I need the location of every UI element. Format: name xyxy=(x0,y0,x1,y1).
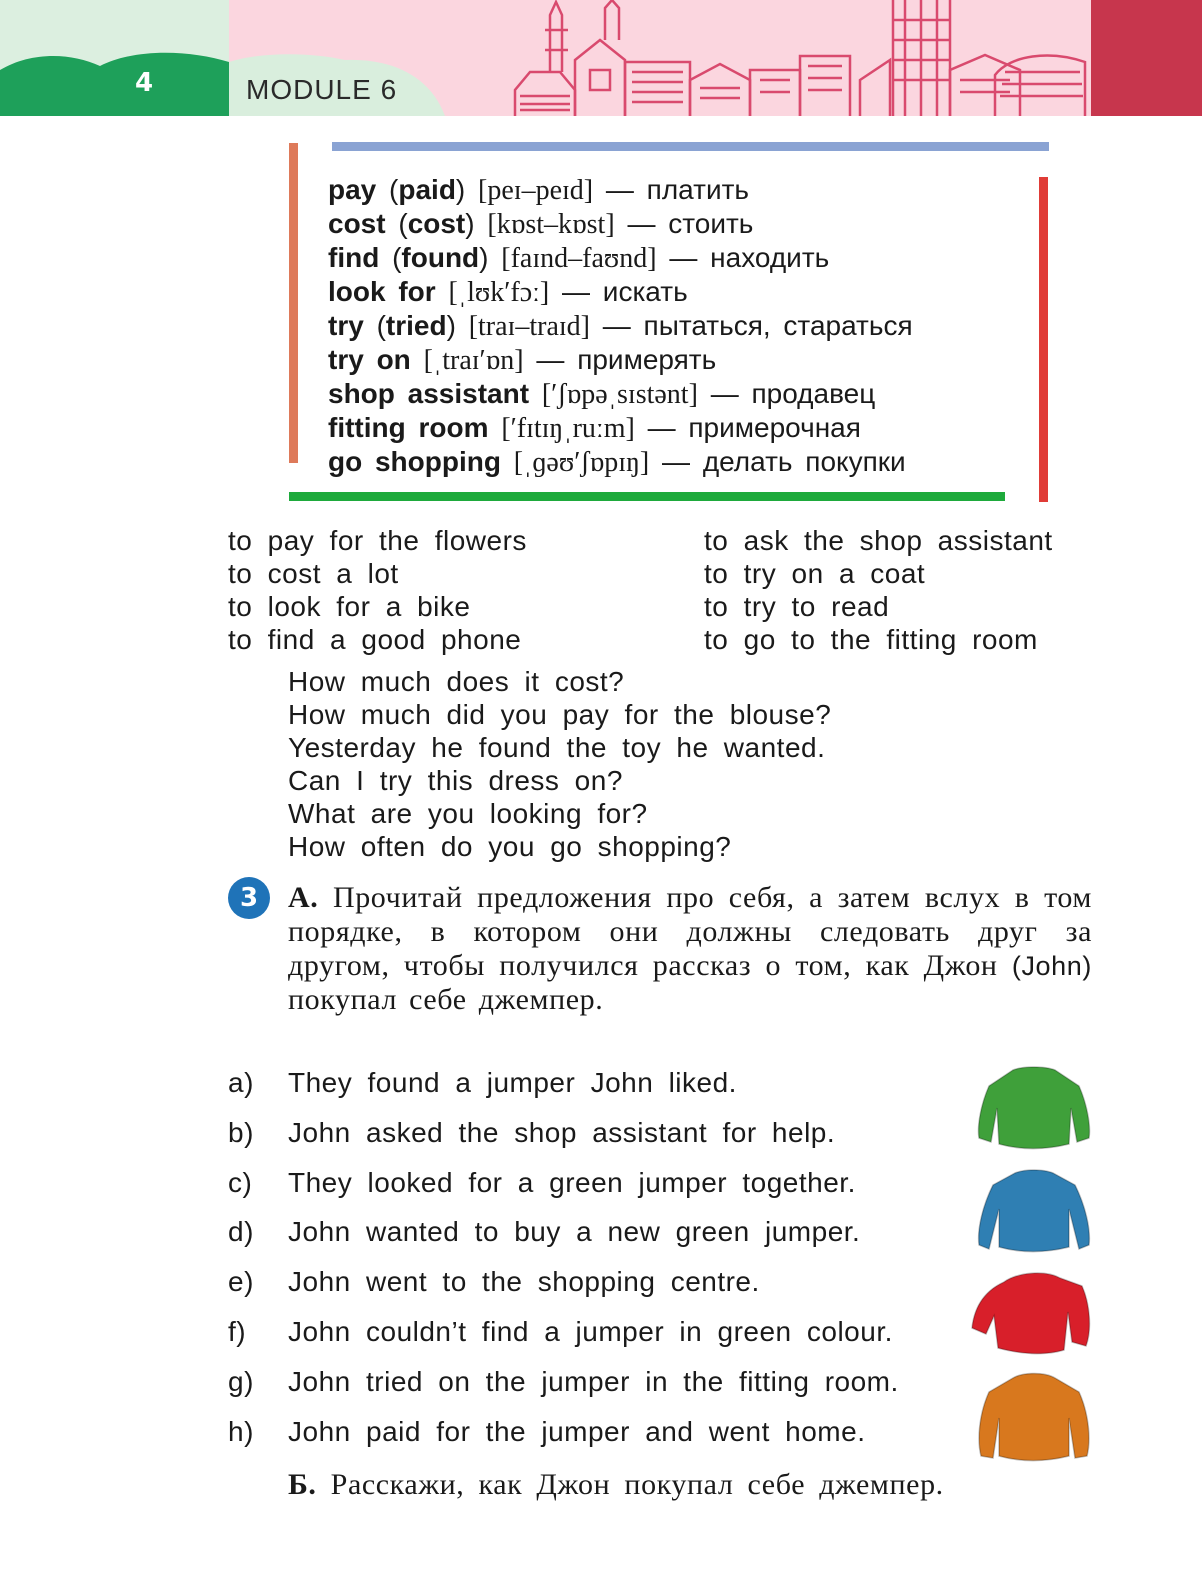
phrase-line: to cost a lot xyxy=(228,558,399,589)
vocab-translation: примерять xyxy=(577,344,717,375)
header-illustration xyxy=(0,0,1202,116)
vocab-term: pay xyxy=(328,174,377,205)
item-text: John paid for the jumper and went home. xyxy=(288,1416,866,1447)
vocab-dash: — xyxy=(605,174,634,205)
phrase-line: to try to read xyxy=(704,591,890,622)
phrase-line: to pay for the flowers xyxy=(228,525,527,556)
page-number: 4 xyxy=(134,68,154,98)
vocab-dash: — xyxy=(627,208,656,239)
vocab-dash: — xyxy=(710,378,739,409)
phrases-left xyxy=(228,524,527,656)
task-a-label: А. xyxy=(288,881,319,914)
vocab-term: look for xyxy=(328,276,436,307)
vocab-past-form: cost xyxy=(407,208,466,239)
vocab-dash: — xyxy=(647,412,676,443)
vocab-term: go shopping xyxy=(328,446,501,477)
item-letter: g) xyxy=(228,1366,254,1397)
vocab-left-rule xyxy=(289,143,298,463)
vocab-translation: делать покупки xyxy=(702,446,906,477)
example-sentence: What are you looking for? xyxy=(288,798,648,829)
vocab-dash: — xyxy=(662,446,691,477)
green-jumper-image xyxy=(975,1064,1093,1152)
phrase-line: to try on a coat xyxy=(704,558,926,589)
exercise-item xyxy=(228,1215,988,1249)
vocab-transcription: [ˌlʊk′fɔː] xyxy=(448,277,550,308)
exercise-number-badge: 3 xyxy=(228,877,270,919)
example-sentences xyxy=(288,665,831,863)
task-b-instruction xyxy=(288,1467,944,1503)
item-letter: c) xyxy=(228,1167,253,1198)
vocabulary-list xyxy=(328,173,1048,479)
vocab-past-form: tried xyxy=(385,310,447,341)
task-a-text-1: Прочитай предложения про себя, а затем вслух в том порядке, в котором они должны следовать друг за другом, чтобы получился рассказ о том, как Джон xyxy=(288,881,1092,982)
module-label: MODULE 6 xyxy=(246,74,398,105)
item-letter: a) xyxy=(228,1067,254,1098)
task-b-text: Расскажи, как Джон покупал себе джемпер. xyxy=(330,1468,944,1501)
task-a-latin: (John) xyxy=(1011,951,1092,981)
vocab-translation: стоить xyxy=(668,208,754,239)
item-letter: b) xyxy=(228,1117,254,1148)
item-text: They looked for a green jumper together. xyxy=(288,1167,856,1198)
vocab-row xyxy=(328,275,1048,309)
exercise-item xyxy=(228,1265,988,1299)
vocab-row xyxy=(328,445,1048,479)
example-sentence: Yesterday he found the toy he wanted. xyxy=(288,732,826,763)
vocab-term: cost xyxy=(328,208,386,239)
vocab-transcription: [kɒst–kɒst] xyxy=(487,209,615,240)
vocab-translation: пытаться, стараться xyxy=(643,310,913,341)
page-header xyxy=(0,0,1202,116)
vocab-dash: — xyxy=(669,242,698,273)
vocab-row xyxy=(328,343,1048,377)
vocab-row: try (tried) [traɪ–traɪd] — пытаться, стараться xyxy=(328,310,913,342)
item-letter: h) xyxy=(228,1416,254,1447)
vocab-translation: находить xyxy=(710,242,830,273)
vocab-dash: — xyxy=(536,344,565,375)
example-sentence: How much did you pay for the blouse? xyxy=(288,699,832,730)
phrase-line: to look for a bike xyxy=(228,591,471,622)
vocab-term: shop assistant xyxy=(328,378,530,409)
exercise-item xyxy=(228,1116,988,1150)
item-letter: f) xyxy=(228,1316,247,1347)
vocab-row: find (found) [faɪnd–faʊnd] — находить xyxy=(328,242,830,274)
orange-jumper-image xyxy=(975,1372,1093,1464)
vocab-past-form: paid xyxy=(398,174,456,205)
vocab-row xyxy=(328,377,1048,411)
vocab-row: pay (paid) [peɪ–peɪd] — платить xyxy=(328,174,749,206)
item-text: John wanted to buy a new green jumper. xyxy=(288,1216,861,1247)
exercise-item xyxy=(228,1066,988,1100)
vocab-translation: платить xyxy=(646,174,749,205)
vocab-transcription: [ˌtraɪ′ɒn] xyxy=(423,345,524,376)
vocab-transcription: [′fɪtɪŋˌruːm] xyxy=(501,413,635,444)
exercise-item xyxy=(228,1365,988,1399)
item-text: John tried on the jumper in the fitting room. xyxy=(288,1366,899,1397)
vocab-dash: — xyxy=(562,276,591,307)
task-b-label: Б. xyxy=(288,1468,317,1501)
vocab-top-rule xyxy=(332,142,1049,151)
item-letter: d) xyxy=(228,1216,254,1247)
task-a-instruction xyxy=(288,881,1092,1017)
vocab-translation: примерочная xyxy=(688,412,861,443)
exercise-item xyxy=(228,1315,988,1349)
vocab-dash: — xyxy=(602,310,631,341)
vocab-past-form: found xyxy=(401,242,480,273)
vocab-transcription: [traɪ–traɪd] xyxy=(468,311,590,342)
task-a-text-2: покупал себе джемпер. xyxy=(288,983,604,1016)
blue-jumper-image xyxy=(975,1169,1093,1253)
item-letter: e) xyxy=(228,1266,254,1297)
vocab-bottom-rule xyxy=(289,492,1005,501)
vocab-term: find xyxy=(328,242,380,273)
example-sentence: How much does it cost? xyxy=(288,666,625,697)
vocab-transcription: [faɪnd–faʊnd] xyxy=(501,243,657,274)
vocab-translation: продавец xyxy=(751,378,876,409)
item-text: John asked the shop assistant for help. xyxy=(288,1117,836,1148)
item-text: John went to the shopping centre. xyxy=(288,1266,760,1297)
exercise-item xyxy=(228,1166,988,1200)
vocab-transcription: [peɪ–peɪd] xyxy=(478,175,594,206)
red-jumper-image xyxy=(968,1270,1092,1356)
phrase-line: to find a good phone xyxy=(228,624,522,655)
vocab-term: try on xyxy=(328,344,411,375)
exercise-item xyxy=(228,1415,988,1449)
phrase-line: to ask the shop assistant xyxy=(704,525,1053,556)
vocab-row: cost (cost) [kɒst–kɒst] — стоить xyxy=(328,208,754,240)
phrases-right xyxy=(704,524,1053,656)
example-sentence: How often do you go shopping? xyxy=(288,831,732,862)
item-text: John couldn’t find a jumper in green colour. xyxy=(288,1316,893,1347)
vocab-translation: искать xyxy=(602,276,688,307)
vocab-transcription: [ˌɡəʊ′ʃɒpɪŋ] xyxy=(513,447,650,478)
example-sentence: Can I try this dress on? xyxy=(288,765,623,796)
vocab-term: try xyxy=(328,310,364,341)
vocab-row xyxy=(328,411,1048,445)
item-text: They found a jumper John liked. xyxy=(288,1067,737,1098)
vocab-term: fitting room xyxy=(328,412,489,443)
phrase-line: to go to the fitting room xyxy=(704,624,1038,655)
vocab-transcription: [′ʃɒpəˌsɪstənt] xyxy=(541,379,698,410)
